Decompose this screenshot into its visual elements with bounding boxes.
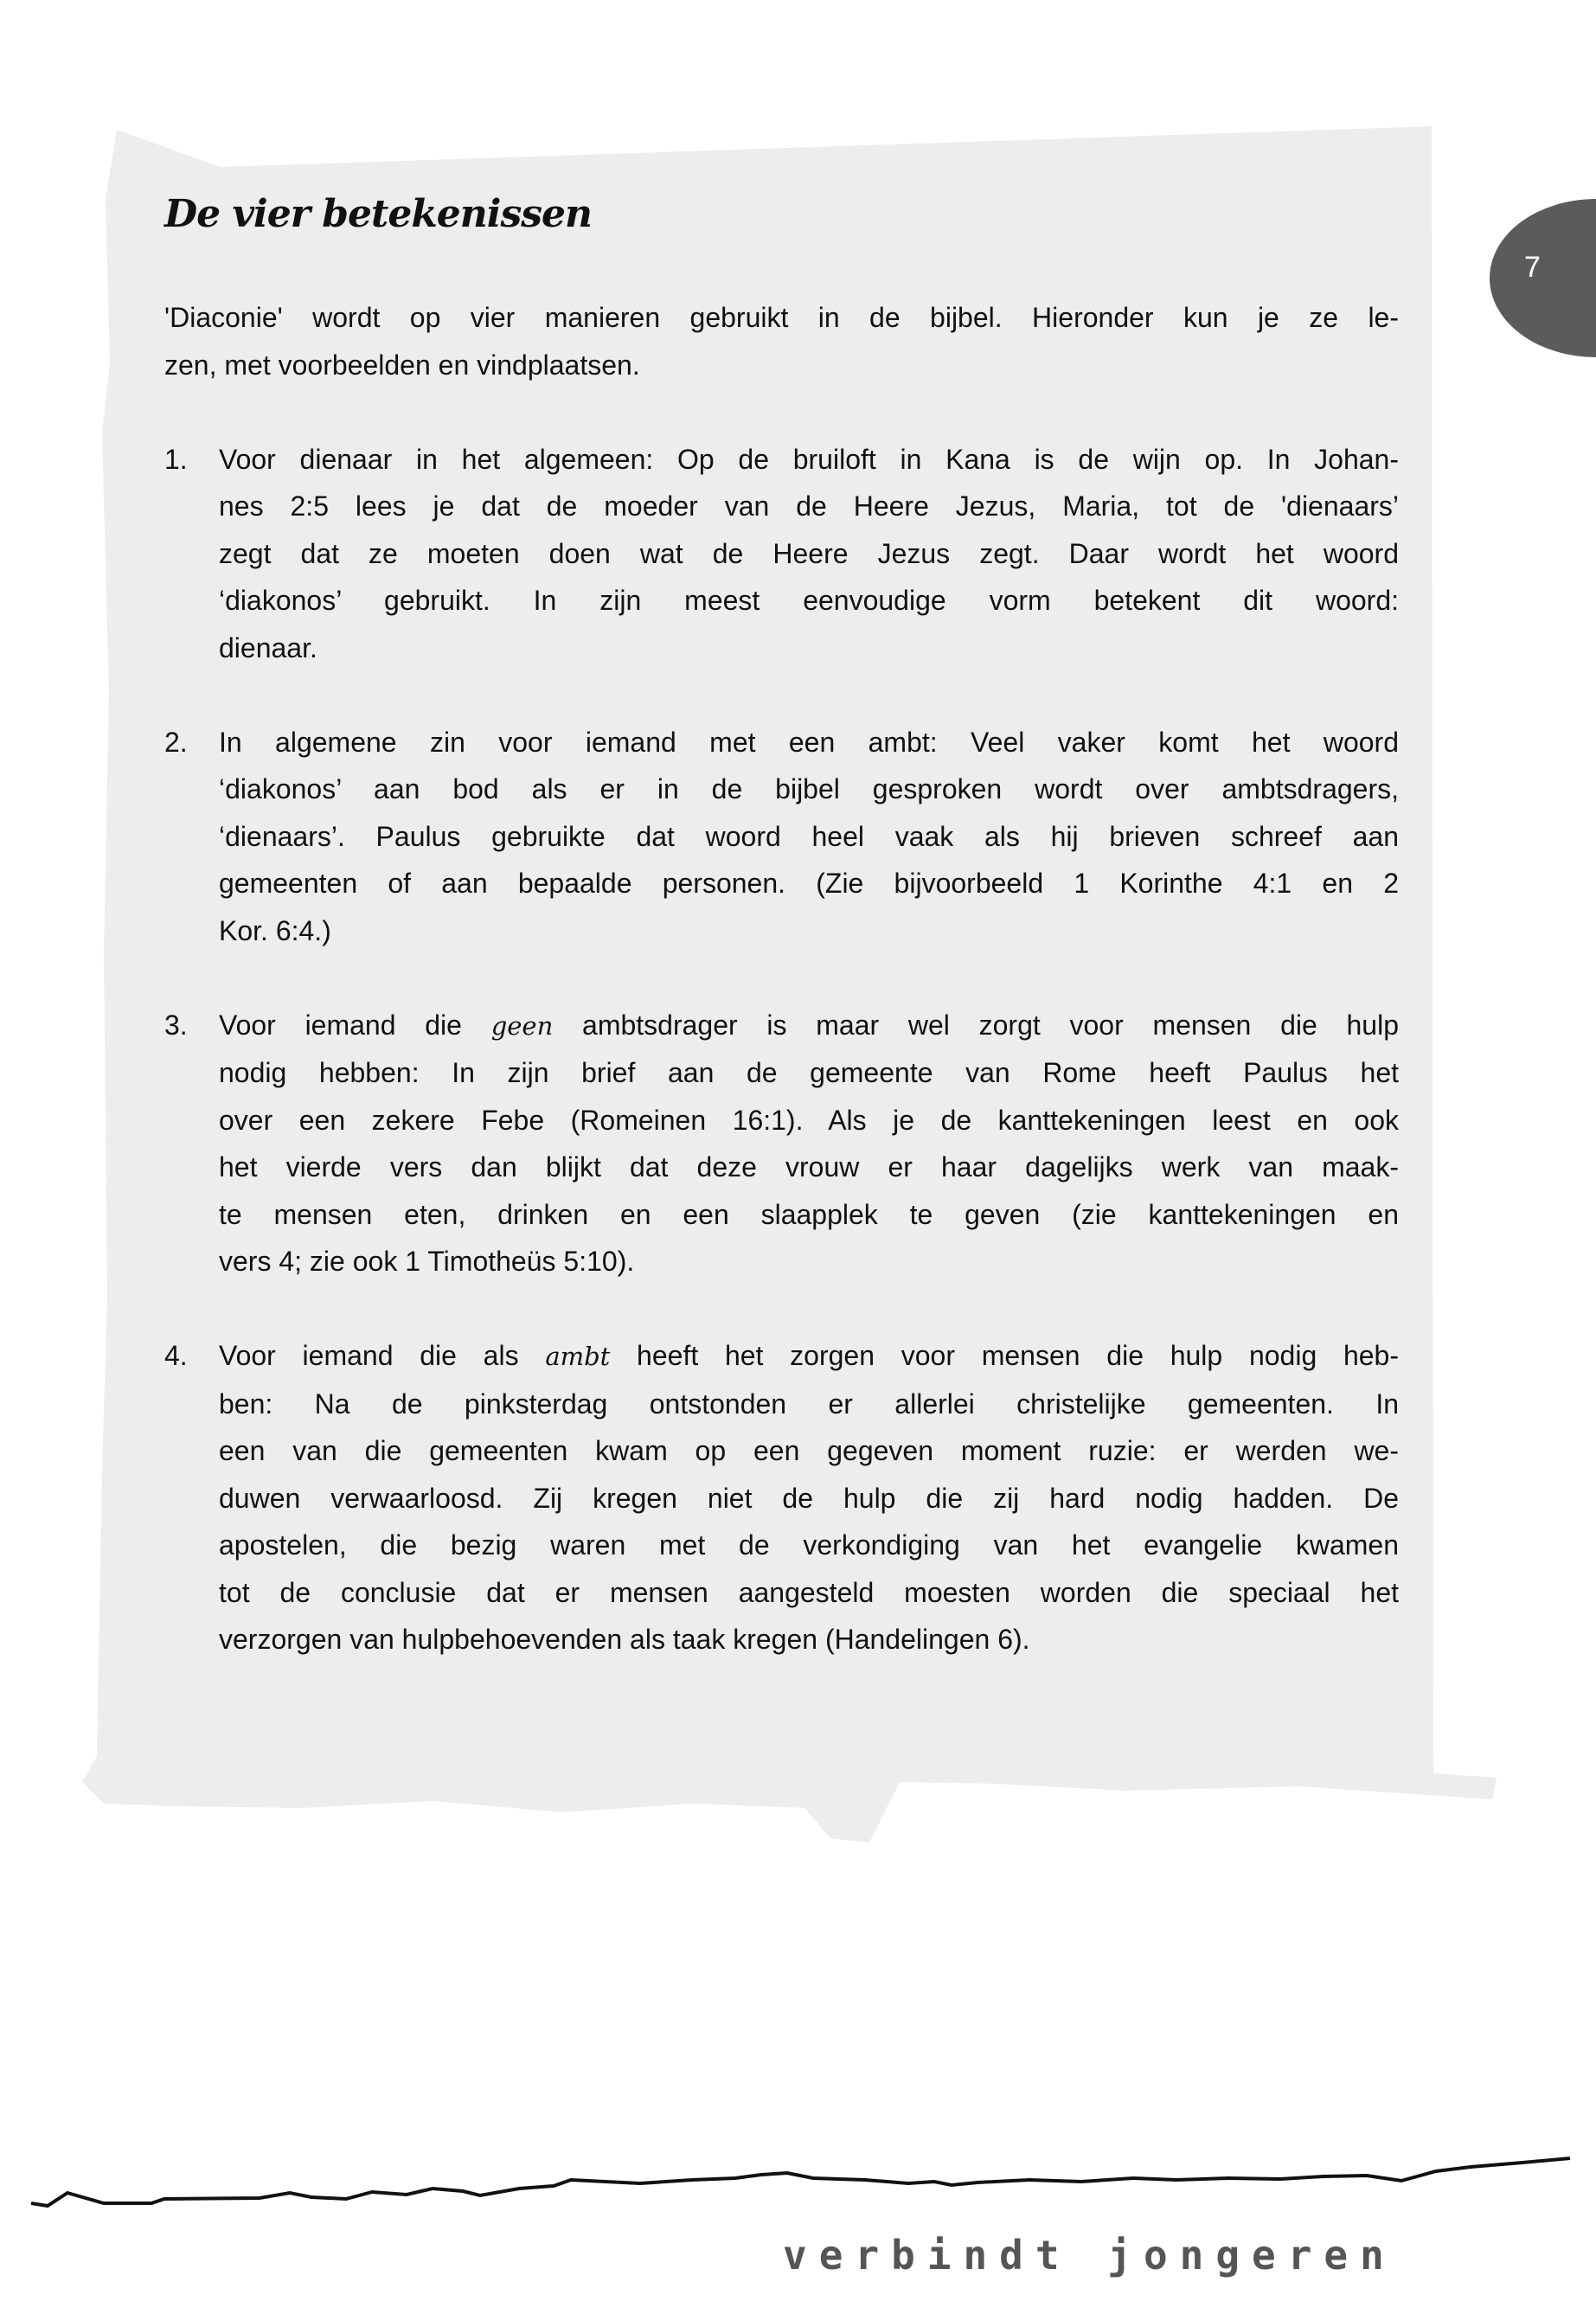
text-line	[219, 483, 1399, 530]
text-segment: ‘dienaars’. Paulus gebruikte dat woord heel vaak als hij brieven schreef aan	[219, 820, 1399, 852]
text-segment: zegt dat ze moeten doen wat de Heere Jezus zegt. Daar wordt het woord	[219, 537, 1399, 569]
text-line: 'Diaconie' wordt op vier manieren gebruikt in de bijbel. Hieronder kun je ze le-	[164, 302, 1399, 333]
text-segment: dienaar.	[219, 631, 317, 663]
text-line	[219, 1522, 1399, 1569]
text-line	[219, 1049, 1399, 1097]
text-segment: In algemene zin voor iemand met een ambt: Veel vaker komt het woord	[219, 726, 1399, 758]
text-segment: gemeenten of aan bepaalde personen. (Zie bijvoorbeeld 1 Korinthe 4:1 en 2	[219, 868, 1399, 899]
intro-paragraph	[164, 294, 1399, 388]
text-line	[219, 1097, 1399, 1144]
text-line	[219, 1475, 1399, 1522]
text-line	[219, 1427, 1399, 1475]
emphasized-text: geen	[490, 1010, 554, 1041]
text-segment: het vierde vers dan blijkt dat deze vrouw er haar dagelijks werk van maak-	[219, 1151, 1399, 1183]
text-segment: Voor iemand die	[219, 1009, 491, 1041]
text-line	[219, 436, 1399, 484]
text-segment: een van die gemeenten kwam op een gegeven moment ruzie: er werden we-	[219, 1435, 1399, 1466]
numbered-list-item	[164, 1002, 1399, 1285]
list-number: 3.	[164, 1009, 188, 1041]
text-line	[219, 907, 1399, 955]
page-number: 7	[1524, 251, 1541, 284]
text-segment: Kor. 6:4.)	[219, 914, 331, 946]
numbered-list-item	[164, 436, 1399, 672]
text-segment: tot de conclusie dat er mensen aangesteld moesten worden die speciaal het	[219, 1576, 1399, 1608]
text-line	[219, 625, 1399, 672]
text-line	[219, 719, 1399, 766]
text-line	[219, 1238, 1399, 1285]
text-line	[219, 1002, 1399, 1050]
numbered-list-item	[164, 1332, 1399, 1663]
text-segment: ‘diakonos’ gebruikt. In zijn meest eenvoudige vorm betekent dit woord:	[219, 585, 1399, 616]
body-text	[164, 294, 1399, 1710]
text-line	[219, 1616, 1399, 1663]
text-line	[219, 813, 1399, 861]
text-segment: ‘diakonos’ aan bod als er in de bijbel gesproken wordt over ambtsdragers,	[219, 773, 1399, 804]
text-segment: te mensen eten, drinken en een slaapplek te geven (zie kanttekeningen en	[219, 1198, 1399, 1230]
text-line	[219, 577, 1399, 625]
text-line	[219, 1144, 1399, 1191]
text-line	[219, 1332, 1399, 1381]
text-segment: vers 4; zie ook 1 Timotheüs 5:10).	[219, 1246, 635, 1277]
text-segment: nes 2:5 lees je dat de moeder van de Heere Jezus, Maria, tot de 'dienaars’	[219, 490, 1399, 522]
list-number: 1.	[164, 443, 188, 475]
numbered-list-item	[164, 719, 1399, 955]
numbered-list	[164, 436, 1399, 1663]
text-segment: verzorgen van hulpbehoevenden als taak kregen (Handelingen 6).	[219, 1624, 1030, 1655]
footer-brand-logo: verbindt jongeren	[783, 2232, 1396, 2279]
text-segment: duwen verwaarloosd. Zij kregen niet de hulp die zij hard nodig hadden. De	[219, 1482, 1399, 1514]
text-segment: over een zekere Febe (Romeinen 16:1). Als je de kanttekeningen leest en ook	[219, 1104, 1399, 1136]
text-line	[219, 766, 1399, 813]
list-number: 2.	[164, 726, 188, 758]
text-line	[219, 1191, 1399, 1239]
text-segment: heeft het zorgen voor mensen die hulp nodig heb-	[610, 1340, 1400, 1371]
emphasized-text: ambt	[545, 1342, 611, 1371]
text-segment: Voor dienaar in het algemeen: Op de bruiloft in Kana is de wijn op. In Johan-	[219, 443, 1399, 475]
text-segment: apostelen, die bezig waren met de verkondiging van het evangelie kwamen	[219, 1529, 1399, 1561]
text-segment: Voor iemand die als	[219, 1340, 546, 1371]
text-line: zen, met voorbeelden en vindplaatsen.	[164, 349, 640, 381]
text-line	[219, 1569, 1399, 1617]
list-number: 4.	[164, 1340, 188, 1371]
section-title: De vier betekenissen	[164, 192, 593, 236]
text-line	[219, 860, 1399, 907]
text-line	[219, 530, 1399, 578]
text-line	[219, 1381, 1399, 1428]
text-segment: nodig hebben: In zijn brief aan de gemeente van Rome heeft Paulus het	[219, 1057, 1399, 1088]
footer-divider-line	[31, 2158, 1570, 2206]
text-segment: ben: Na de pinksterdag ontstonden er allerlei christelijke gemeenten. In	[219, 1388, 1399, 1420]
text-segment: ambtsdrager is maar wel zorgt voor mensen die hulp	[553, 1009, 1400, 1041]
